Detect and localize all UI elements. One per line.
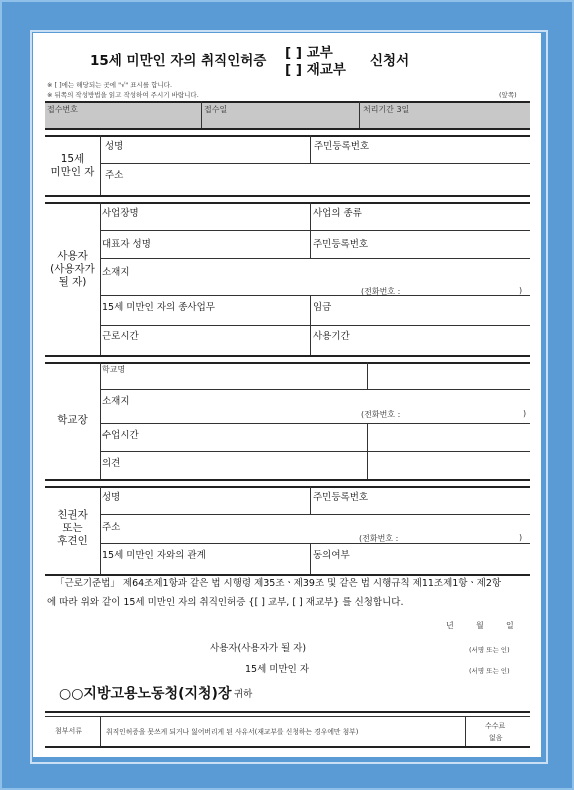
date-month[interactable]: 월: [476, 621, 484, 630]
school-opinion-field[interactable]: 의견: [102, 458, 121, 469]
minor-name-field[interactable]: 성명: [105, 141, 124, 152]
form-paper: [33, 33, 541, 757]
fee-label: 수수료: [485, 722, 506, 730]
declaration-line-1: 「근로기준법」 제64조제1항과 같은 법 시행령 제35조ㆍ제39조 및 같은 법 시행규칙 제11조제1항ㆍ제2항: [55, 578, 502, 589]
business-type-field[interactable]: 사업의 종류: [313, 208, 362, 219]
business-name-field[interactable]: 사업장명: [102, 208, 139, 219]
guardian-resident-no-field[interactable]: 주민등록번호: [313, 492, 369, 503]
title-option-reissue[interactable]: [ ] 재교부: [285, 62, 346, 78]
school-name-field[interactable]: 학교명: [102, 365, 126, 374]
school-location-field[interactable]: 소재지: [102, 396, 130, 407]
receipt-number-label: 접수번호: [47, 105, 78, 114]
minor-signature-field[interactable]: (서명 또는 인): [469, 667, 510, 675]
title-option-issue[interactable]: [ ] 교부: [285, 45, 333, 61]
minor-address-field[interactable]: 주소: [105, 170, 124, 181]
guardian-phone-field[interactable]: (전화번호 :: [359, 534, 399, 543]
guardian-address-field[interactable]: 주소: [102, 522, 121, 533]
receipt-date-label: 접수일: [204, 105, 228, 114]
employer-location-field[interactable]: 소재지: [102, 267, 130, 278]
minor-signatory: 15세 미만인 자: [245, 664, 310, 675]
consent-field[interactable]: 동의여부: [313, 550, 350, 561]
employer-phone-close: ): [519, 286, 523, 295]
form-title: 15세 미만인 자의 취직인허증: [90, 53, 267, 69]
school-phone-field[interactable]: (전화번호 :: [361, 410, 401, 419]
wage-field[interactable]: 임금: [313, 302, 332, 313]
note-checkbox: ※ [ ]에는 해당되는 곳에 "√" 표시를 합니다.: [47, 81, 173, 89]
school-phone-close: ): [523, 409, 527, 418]
guardian-phone-close: ): [519, 533, 523, 542]
attachment-label: 첨부서류: [55, 727, 83, 735]
minor-section-label: 15세 미만인 자: [50, 153, 95, 178]
date-year[interactable]: 년: [446, 621, 454, 630]
employer-phone-field[interactable]: (전화번호 :: [361, 287, 401, 296]
note-instructions: ※ 뒤쪽의 작성방법을 읽고 작성하여 주시기 바랍니다.: [47, 91, 199, 99]
declaration-line-2: 에 따라 위와 같이 15세 미만인 자의 취직인허증 {[ ] 교부, [ ] 재교부} 를 신청합니다.: [47, 597, 404, 608]
employment-period-field[interactable]: 사용기간: [313, 331, 350, 342]
fee-value: 없음: [489, 734, 503, 742]
employer-signature-field[interactable]: (서명 또는 인): [469, 646, 510, 654]
page-side: (앞쪽): [499, 91, 517, 99]
employer-section-label: 사용자 (사용자가 될 자): [50, 250, 95, 288]
class-hours-field[interactable]: 수업시간: [102, 430, 139, 441]
recipient-office: ○○지방고용노동청(지청)장: [59, 686, 232, 702]
work-hours-field[interactable]: 근로시간: [102, 331, 139, 342]
recipient-honorific: 귀하: [234, 689, 253, 700]
minor-resident-no-field[interactable]: 주민등록번호: [314, 141, 370, 152]
relation-field[interactable]: 15세 미만인 자와의 관계: [102, 550, 206, 561]
representative-name-field[interactable]: 대표자 성명: [102, 239, 151, 250]
date-day[interactable]: 일: [506, 621, 514, 630]
attachment-content: 취직인허증을 못쓰게 되거나 잃어버리게 된 사유서(재교부를 신청하는 경우에만 첨부): [106, 728, 359, 736]
title-suffix: 신청서: [370, 53, 410, 69]
processing-period-value: 3일: [396, 105, 410, 114]
minor-duty-field[interactable]: 15세 미만인 자의 종사업무: [102, 302, 215, 313]
guardian-section-label: 친권자 또는 후견인: [57, 509, 88, 547]
receipt-row: [45, 101, 530, 128]
guardian-name-field[interactable]: 성명: [102, 492, 121, 503]
processing-period-label: 처리기간 3일: [363, 105, 410, 114]
school-section-label: 학교장: [57, 414, 88, 426]
employer-resident-no-field[interactable]: 주민등록번호: [313, 239, 369, 250]
employer-signatory: 사용자(사용자가 될 자): [210, 643, 307, 654]
